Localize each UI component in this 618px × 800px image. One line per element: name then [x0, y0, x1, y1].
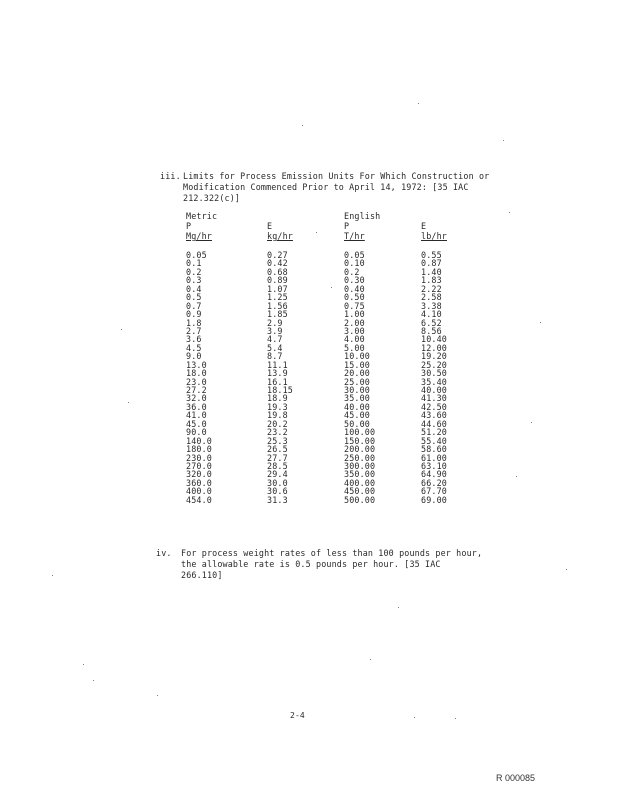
english-e-cell: 10.40 — [421, 334, 447, 345]
scan-speck — [83, 664, 84, 665]
metric-p-cell: 13.0 — [186, 359, 207, 370]
bates-number: R 000085 — [496, 773, 536, 783]
metric-p-cell: 270.0 — [186, 460, 212, 471]
metric-p-cell: 360.0 — [186, 477, 212, 488]
section-iii-heading-line-1: Limits for Process Emission Units For Which Construction or — [183, 171, 490, 181]
english-p-cell: 1.00 — [344, 309, 365, 320]
table-body — [186, 251, 486, 504]
scan-speck — [157, 695, 158, 696]
english-e-cell: 12.00 — [421, 342, 447, 353]
english-p-cell: 25.00 — [344, 376, 370, 387]
english-p-cell: 300.00 — [344, 460, 376, 471]
metric-p-cell: 27.2 — [186, 385, 207, 395]
english-e-cell: 4.10 — [421, 309, 442, 320]
english-header: English — [344, 211, 381, 221]
metric-p-cell: 454.0 — [186, 494, 212, 505]
metric-p-cell: 90.0 — [186, 427, 207, 438]
scan-speck — [121, 329, 122, 330]
english-e-cell: 58.60 — [421, 444, 447, 455]
english-p-cell: 35.00 — [344, 393, 370, 404]
english-e-cell: 1.83 — [421, 275, 442, 286]
scan-speck — [540, 322, 541, 323]
english-p-cell: 2.00 — [344, 317, 365, 328]
english-p-cell: 5.00 — [344, 342, 365, 353]
english-e-cell: 41.30 — [421, 393, 447, 404]
scan-speck — [128, 402, 129, 403]
english-p-cell: 0.30 — [344, 275, 365, 286]
col4-unit: lb/hr — [421, 231, 447, 241]
metric-p-cell: 400.0 — [186, 486, 212, 497]
metric-p-cell: 0.9 — [186, 309, 202, 320]
metric-e-cell: 26.5 — [267, 444, 288, 455]
metric-p-cell: 1.8 — [186, 317, 202, 328]
metric-p-cell: 140.0 — [186, 435, 212, 446]
col4-symbol: E — [421, 221, 427, 231]
english-p-cell: 0.05 — [344, 250, 365, 260]
metric-p-cell: 0.2 — [186, 266, 202, 277]
metric-e-cell: 18.9 — [267, 393, 288, 404]
metric-e-cell: 11.1 — [267, 359, 288, 370]
section-iv-text-line-2: the allowable rate is 0.5 pounds per hour. [35 IAC — [181, 559, 441, 569]
metric-p-cell: 3.6 — [186, 334, 202, 345]
english-e-cell: 61.00 — [421, 452, 447, 463]
metric-p-cell: 4.5 — [186, 342, 202, 353]
metric-p-cell: 36.0 — [186, 401, 207, 412]
scan-speck — [566, 569, 567, 570]
metric-e-cell: 30.0 — [267, 477, 288, 488]
scan-speck — [398, 607, 399, 608]
scan-speck — [414, 717, 415, 718]
metric-e-cell: 0.42 — [267, 258, 288, 269]
english-e-cell: 66.20 — [421, 477, 447, 488]
english-e-cell: 64.90 — [421, 469, 447, 480]
section-iv-text-line-1: For process weight rates of less than 100 pounds per hour, — [181, 548, 483, 558]
metric-e-cell: 23.2 — [267, 427, 288, 438]
metric-e-cell: 18.15 — [267, 385, 293, 395]
section-iii-heading-line-3: 212.322(c)] — [183, 193, 241, 203]
metric-p-cell: 45.0 — [186, 418, 207, 429]
scan-speck — [418, 103, 419, 104]
metric-p-cell: 2.7 — [186, 325, 202, 336]
english-p-cell: 450.00 — [344, 486, 376, 497]
english-e-cell: 55.40 — [421, 435, 447, 446]
scan-speck — [370, 659, 371, 660]
english-p-cell: 400.00 — [344, 477, 376, 488]
col2-symbol: E — [267, 221, 273, 231]
english-e-cell: 30.50 — [421, 368, 447, 379]
scan-speck — [52, 575, 53, 576]
col3-unit: T/hr — [344, 231, 365, 241]
metric-p-cell: 23.0 — [186, 376, 207, 387]
scan-speck — [509, 212, 510, 213]
english-e-cell: 0.87 — [421, 258, 442, 269]
metric-p-cell: 0.3 — [186, 275, 202, 286]
col2-unit: kg/hr — [267, 231, 293, 241]
metric-e-cell: 1.07 — [267, 283, 288, 294]
metric-e-cell: 31.3 — [267, 494, 288, 505]
metric-p-cell: 0.1 — [186, 258, 202, 269]
metric-e-cell: 1.25 — [267, 292, 288, 303]
metric-p-cell: 9.0 — [186, 351, 202, 362]
metric-e-cell: 0.89 — [267, 275, 288, 286]
metric-p-cell: 230.0 — [186, 452, 212, 463]
metric-e-cell: 1.56 — [267, 300, 288, 311]
metric-e-cell: 3.9 — [267, 325, 283, 336]
scan-speck — [531, 422, 532, 423]
english-p-cell: 350.00 — [344, 469, 376, 480]
english-e-cell: 42.50 — [421, 401, 447, 412]
section-iv-number: iv. — [156, 548, 172, 558]
metric-e-cell: 16.1 — [267, 376, 288, 387]
english-p-cell: 200.00 — [344, 444, 376, 455]
section-iii-number: iii. — [160, 171, 181, 181]
english-e-cell: 8.56 — [421, 325, 442, 336]
col3-symbol: P — [344, 221, 350, 231]
english-e-cell: 44.60 — [421, 418, 447, 429]
metric-e-cell: 30.6 — [267, 486, 288, 497]
page-number: 2-4 — [290, 711, 305, 720]
metric-p-cell: 0.05 — [186, 250, 207, 260]
metric-e-cell: 25.3 — [267, 435, 288, 446]
scan-speck — [302, 125, 303, 126]
english-e-cell: 69.00 — [421, 494, 447, 505]
english-e-cell: 67.70 — [421, 486, 447, 497]
english-p-cell: 15.00 — [344, 359, 370, 370]
metric-p-cell: 0.7 — [186, 300, 202, 311]
english-e-cell: 3.38 — [421, 300, 442, 311]
scan-speck — [455, 718, 456, 719]
metric-e-cell: 0.68 — [267, 266, 288, 277]
metric-p-cell: 41.0 — [186, 410, 207, 421]
metric-e-cell: 27.7 — [267, 452, 288, 463]
english-p-cell: 0.50 — [344, 292, 365, 303]
metric-header: Metric — [186, 211, 218, 221]
english-e-cell: 19.20 — [421, 351, 447, 362]
section-iv-text-line-3: 266.110] — [181, 570, 223, 580]
scan-speck — [516, 476, 517, 477]
metric-p-cell: 0.5 — [186, 292, 202, 303]
metric-e-cell: 2.9 — [267, 317, 283, 328]
metric-p-cell: 320.0 — [186, 469, 212, 480]
english-p-cell: 100.00 — [344, 427, 376, 438]
english-p-cell: 150.00 — [344, 435, 376, 446]
metric-e-cell: 8.7 — [267, 351, 283, 362]
section-iii-heading-line-2: Modification Commenced Prior to April 14, 1972: [35 IAC — [183, 182, 469, 192]
english-e-cell: 6.52 — [421, 317, 442, 328]
english-e-cell: 25.20 — [421, 359, 447, 370]
english-e-cell: 2.22 — [421, 283, 442, 294]
metric-e-cell: 28.5 — [267, 460, 288, 471]
english-p-cell: 45.00 — [344, 410, 370, 421]
english-p-cell: 0.40 — [344, 283, 365, 294]
english-p-cell: 0.75 — [344, 300, 365, 311]
table-row — [186, 496, 486, 504]
english-e-cell: 51.20 — [421, 427, 447, 438]
metric-e-cell: 29.4 — [267, 469, 288, 480]
english-p-cell: 50.00 — [344, 418, 370, 429]
metric-e-cell: 20.2 — [267, 418, 288, 429]
metric-e-cell: 0.27 — [267, 250, 288, 260]
english-p-cell: 20.00 — [344, 368, 370, 379]
english-e-cell: 40.00 — [421, 385, 447, 395]
scan-speck — [316, 232, 317, 233]
english-p-cell: 500.00 — [344, 494, 376, 505]
english-p-cell: 0.2 — [344, 266, 360, 277]
metric-p-cell: 18.0 — [186, 368, 207, 379]
metric-p-cell: 180.0 — [186, 444, 212, 455]
english-p-cell: 250.00 — [344, 452, 376, 463]
metric-e-cell: 1.85 — [267, 309, 288, 320]
metric-e-cell: 5.4 — [267, 342, 283, 353]
metric-p-cell: 32.0 — [186, 393, 207, 404]
english-p-cell: 3.00 — [344, 325, 365, 336]
col1-unit: Mg/hr — [186, 231, 212, 241]
english-e-cell: 2.58 — [421, 292, 442, 303]
english-p-cell: 10.00 — [344, 351, 370, 362]
metric-e-cell: 19.8 — [267, 410, 288, 421]
english-p-cell: 0.10 — [344, 258, 365, 269]
english-p-cell: 4.00 — [344, 334, 365, 345]
english-e-cell: 63.10 — [421, 460, 447, 471]
metric-e-cell: 4.7 — [267, 334, 283, 345]
metric-p-cell: 0.4 — [186, 283, 202, 294]
english-e-cell: 43.60 — [421, 410, 447, 421]
english-e-cell: 35.40 — [421, 376, 447, 387]
english-p-cell: 40.00 — [344, 401, 370, 412]
scan-speck — [93, 680, 94, 681]
scan-speck — [503, 140, 504, 141]
english-p-cell: 30.00 — [344, 385, 370, 395]
col1-symbol: P — [186, 221, 192, 231]
english-e-cell: 0.55 — [421, 250, 442, 260]
english-e-cell: 1.40 — [421, 266, 442, 277]
metric-e-cell: 19.3 — [267, 401, 288, 412]
metric-e-cell: 13.9 — [267, 368, 288, 379]
